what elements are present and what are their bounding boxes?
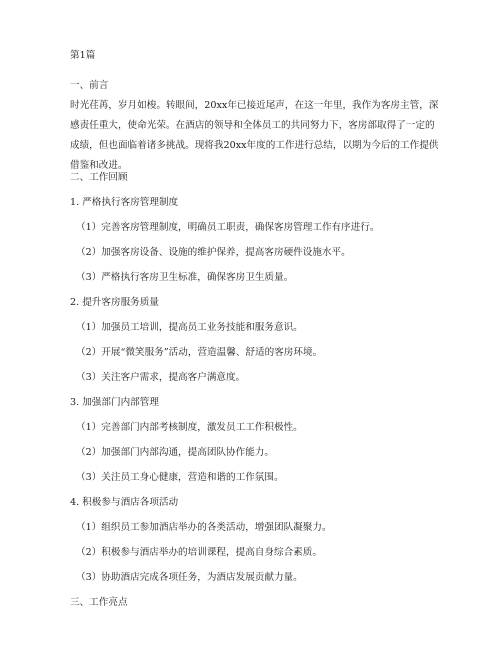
list-item: （2）加强部门内部沟通，提高团队协作能力。 <box>76 447 274 458</box>
list-item: （2）积极参与酒店举办的培训课程，提高自身综合素质。 <box>76 547 322 558</box>
list-item: （1）加强员工培训，提高员工业务技能和服务意识。 <box>76 322 303 333</box>
list-item: （3）关注员工身心健康，营造和谐的工作氛围。 <box>76 472 284 483</box>
list-item: （2）加强客房设备、设施的维护保养，提高客房硬件设施水平。 <box>76 247 351 258</box>
subsection-heading-4: 4. 积极参与酒店各项活动 <box>70 497 179 508</box>
list-item: （1）组织员工参加酒店举办的各类活动，增强团队凝聚力。 <box>76 522 332 533</box>
subsection-heading-2: 2. 提升客房服务质量 <box>70 297 159 308</box>
section-heading-preface: 一、前言 <box>70 80 109 91</box>
subsection-heading-3: 3. 加强部门内部管理 <box>70 397 159 408</box>
list-item: （3）严格执行客房卫生标准，确保客房卫生质量。 <box>76 272 294 283</box>
subsection-heading-1: 1. 严格执行客房管理制度 <box>70 197 179 208</box>
intro-paragraph: 时光荏苒，岁月如梭。转眼间，20xx年已接近尾声，在这一年里，我作为客房主管，深感责任重大，使命光荣。在酒店的领导和全体员工的共同努力下，客房部取得了一定的成绩，但也面临着诸多挑战。现将我20xx年度的工作进行总结，以期为今后的工作提供借鉴和改进。 <box>70 100 439 171</box>
list-item: （3）关注客户需求，提高客户满意度。 <box>76 372 246 383</box>
part-title: 第1篇 <box>70 50 96 61</box>
list-item: （3）协助酒店完成各项任务，为酒店发展贡献力量。 <box>76 572 303 583</box>
list-item: （1）完善部门内部考核制度，激发员工工作积极性。 <box>76 422 303 433</box>
section-heading-highlights: 三、工作亮点 <box>70 597 128 608</box>
section-heading-review: 二、工作回顾 <box>70 172 128 183</box>
list-item: （1）完善客房管理制度，明确员工职责，确保客房管理工作有序进行。 <box>76 222 380 233</box>
list-item: （2）开展“微笑服务”活动，营造温馨、舒适的客房环境。 <box>76 347 323 358</box>
